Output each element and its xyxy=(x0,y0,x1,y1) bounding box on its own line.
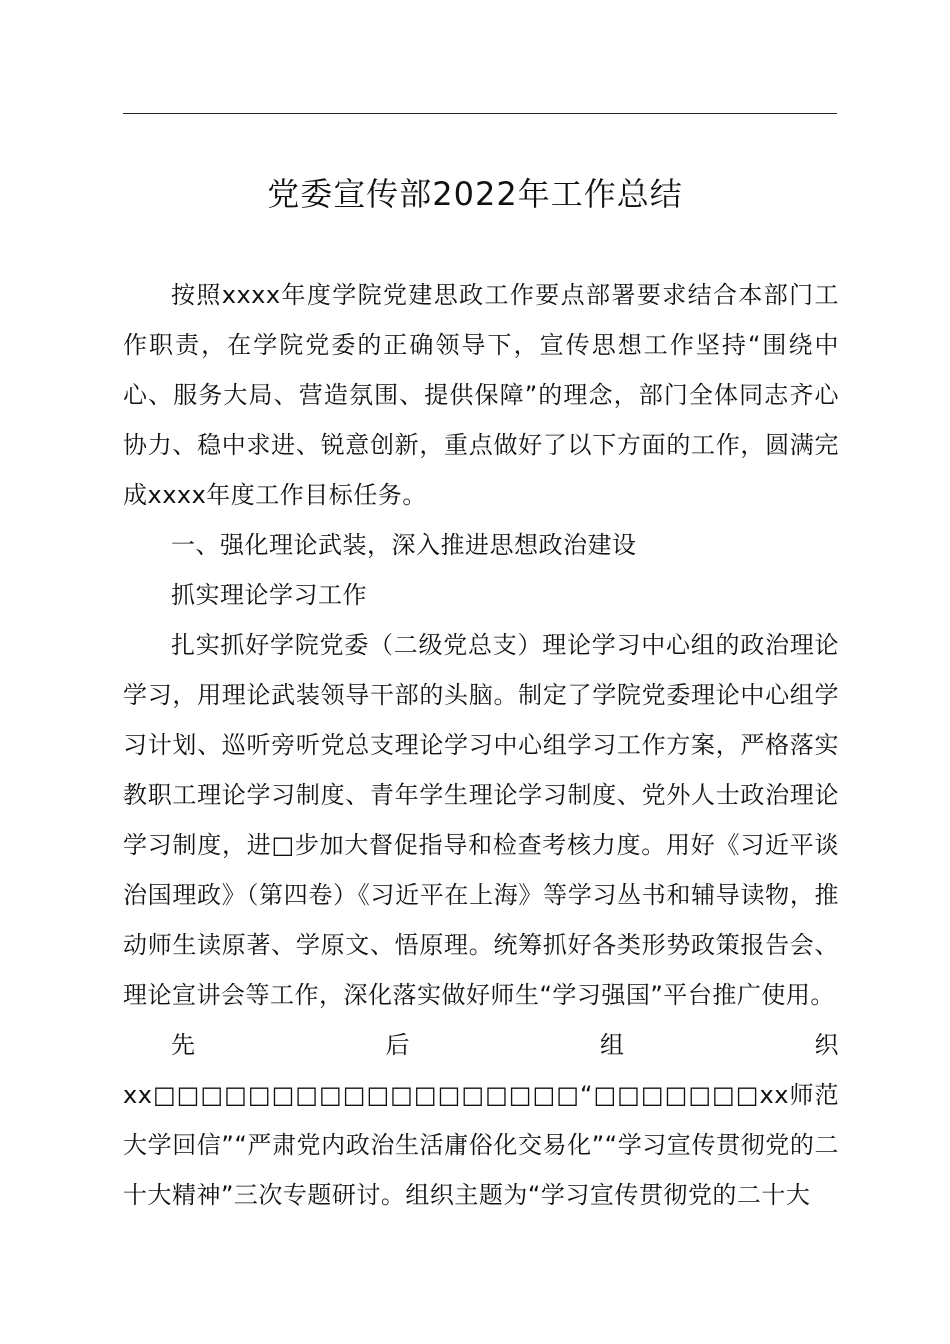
theory-study-paragraph: 扎实抓好学院党委（二级党总支）理论学习中心组的政治理论学习，用理论武装领导干部的头脑。制定了学院党委理论中心组学习计划、巡听旁听党总支理论学习中心组学习工作方案，严格落实教职工理论学习制度、青年学生理论学习制度、党外人士政治理论学习制度，进□步加大督促指导和检查考核力度。用好《习近平谈治国理政》（第四卷）《习近平在上海》等学习丛书和辅导读物，推动师生读原著、学原文、悟原理。统筹抓好各类形势政策报告会、理论宣讲会等工作，深化落实做好师生“学习强国”平台推广使用。 xyxy=(123,631,839,1009)
intro-paragraph: 按照xxxx年度学院党建思政工作要点部署要求结合本部门工作职责，在学院党委的正确领导下，宣传思想工作坚持“围绕中心、服务大局、营造氛围、提供保障”的理念，部门全体同志齐心协力、稳中求进、锐意创新，重点做好了以下方面的工作，圆满完成xxxx年度工作目标任务。 xyxy=(123,281,839,509)
section-heading: 一、强化理论武装，深入推进思想政治建设 xyxy=(171,531,637,559)
document-title: 党委宣传部2022年工作总结 xyxy=(267,175,683,213)
subsection-heading: 抓实理论学习工作 xyxy=(171,581,367,609)
header-rule xyxy=(123,113,837,114)
seminars-paragraph: 先后组织xx□□□□□□□□□□□□□□□□□□“□□□□□□□xx师范大学回信”“严肃党内政治生活庸俗化交易化”“学习宣传贯彻党的二十大精神”三次专题研讨。组织主题为“学习宣传贯彻党的二十大 xyxy=(123,1031,839,1209)
document-body xyxy=(123,270,839,1220)
